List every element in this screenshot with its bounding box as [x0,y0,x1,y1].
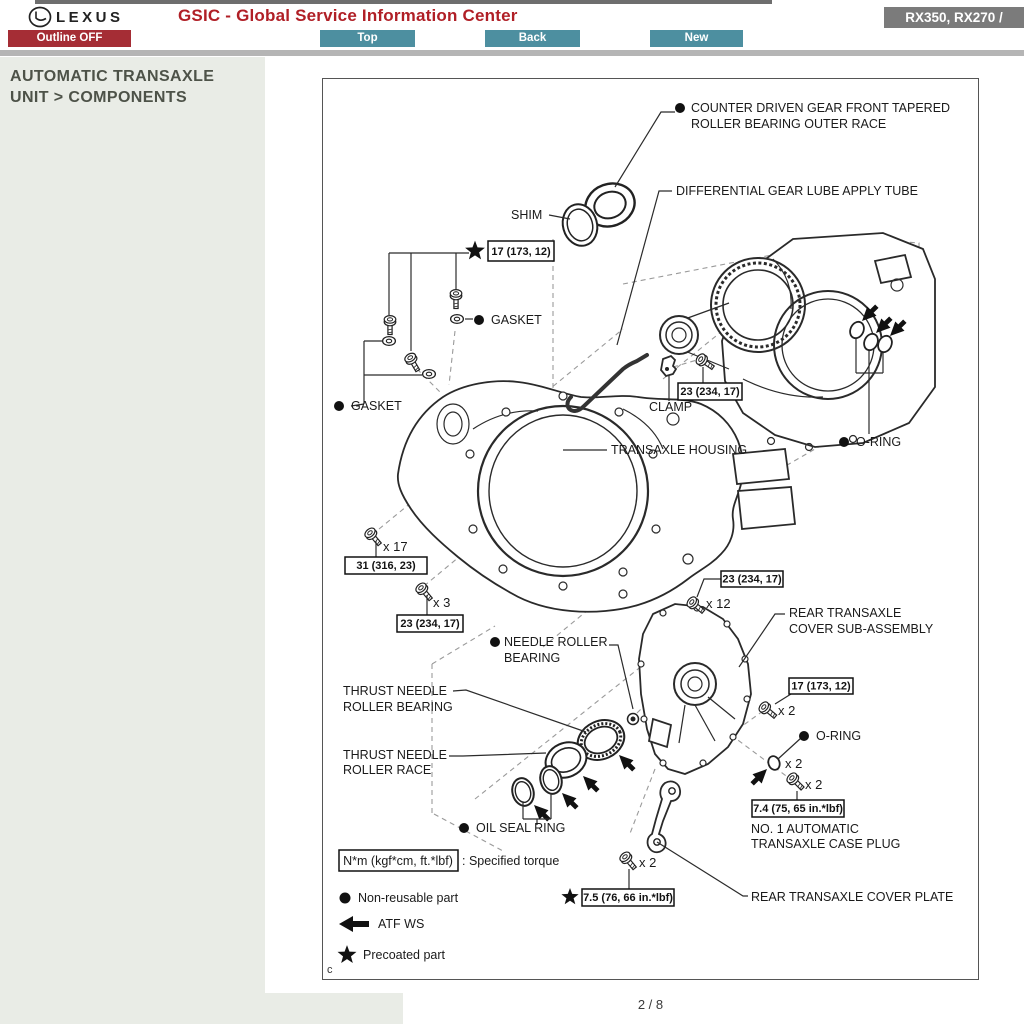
non-reusable-bullet-icon [839,437,849,447]
legend-torque-box: N*m (kgf*cm, ft.*lbf) [343,854,453,868]
exploded-view-svg [323,79,977,978]
label-diff-tube: DIFFERENTIAL GEAR LUBE APPLY TUBE [676,184,918,198]
non-reusable-bullet-icon [799,731,809,741]
section-heading-line1: AUTOMATIC TRANSAXLE [10,68,215,85]
label-needle-1: NEEDLE ROLLER [504,635,608,649]
label-thrust-bearing-1: THRUST NEEDLE [343,684,447,698]
label-thrust-bearing-2: ROLLER BEARING [343,700,453,714]
label-needle-2: BEARING [504,651,561,665]
torque-23: 23 (234, 17) [722,573,782,586]
lexus-logo-l [36,12,46,21]
label-clamp: CLAMP [649,400,693,414]
legend [327,850,559,976]
torque-7-5: 7.5 (76, 66 in.*lbf) [583,892,673,904]
precoated-star-icon [338,945,357,963]
torque-23: 23 (234, 17) [400,618,460,630]
needle-bearing-nut-part [628,714,639,725]
precoated-star-icon [465,241,485,260]
components-diagram [322,78,979,980]
back-button[interactable]: Back [485,30,580,47]
lexus-logo-oval [30,8,51,27]
count-x2: x 2 [805,777,823,792]
legend-precoated: Precoated part [363,948,445,962]
section-heading-line2: UNIT > COMPONENTS [10,89,188,106]
count-x2: x 2 [778,703,796,718]
count-x17: x 17 [383,539,408,554]
torque-17: 17 (173, 12) [491,246,551,258]
label-case-plug-1: NO. 1 AUTOMATIC [751,822,859,836]
outline-off-button[interactable]: Outline OFF [8,30,131,47]
atf-arrow-icon [339,916,369,932]
legend-torque-desc: : Specified torque [462,854,560,868]
new-button[interactable]: New [650,30,743,47]
count-x12: x 12 [706,596,731,611]
label-thrust-race-1: THRUST NEEDLE [343,748,447,762]
header-divider [0,50,1024,56]
rear-cover-part [638,604,751,774]
label-gasket: GASKET [491,313,542,327]
top-button[interactable]: Top [320,30,415,47]
label-transaxle-housing: TRANSAXLE HOUSING [611,443,748,457]
sidebar [0,57,265,1024]
lexus-logo [28,5,168,29]
label-o-ring: O-RING [816,729,862,743]
clamp-part [661,356,676,376]
legend-non-reusable: Non-reusable part [358,891,459,905]
label-counter-race-1: COUNTER DRIVEN GEAR FRONT TAPERED [691,101,951,115]
non-reusable-bullet-icon [334,401,344,411]
page-indicator: 2 / 8 [637,997,664,1012]
page-title: GSIC - Global Service Information Center [178,6,518,25]
torque-17: 17 (173, 12) [791,680,851,693]
browser-edge-strip [35,0,772,4]
non-reusable-bullet-icon [675,103,685,113]
cover-plate-part [648,781,681,852]
legend-atf: ATF WS [378,917,425,931]
precoated-star-icon [561,888,578,904]
non-reusable-bullet-icon [340,893,351,904]
label-counter-race-2: ROLLER BEARING OUTER RACE [691,117,887,131]
lexus-wordmark: LEXUS [56,9,124,26]
label-cover-plate: REAR TRANSAXLE COVER PLATE [751,890,954,904]
model-badge: RX350, RX270 / [884,7,1024,28]
label-rear-cover-2: COVER SUB-ASSEMBLY [789,622,934,636]
label-shim: SHIM [511,208,543,222]
label-oil-seal: OIL SEAL RING [476,821,566,835]
torque-7-4: 7.4 (75, 65 in.*lbf) [753,803,843,815]
non-reusable-bullet-icon [474,315,484,325]
non-reusable-bullet-icon [490,637,500,647]
count-x2: x 2 [785,756,803,771]
label-gasket: GASKET [351,399,402,413]
figure-corner-mark: c [327,964,333,976]
torque-23: 23 (234, 17) [680,386,740,398]
non-reusable-bullet-icon [459,823,469,833]
count-x3: x 3 [433,595,451,610]
label-o-ring: O-RING [856,435,902,449]
label-case-plug-2: TRANSAXLE CASE PLUG [751,837,901,851]
count-x2: x 2 [639,855,657,870]
label-thrust-race-2: ROLLER RACE [343,763,432,777]
torque-31: 31 (316, 23) [356,560,416,572]
section-heading [0,57,265,117]
label-rear-cover-1: REAR TRANSAXLE [789,606,902,620]
